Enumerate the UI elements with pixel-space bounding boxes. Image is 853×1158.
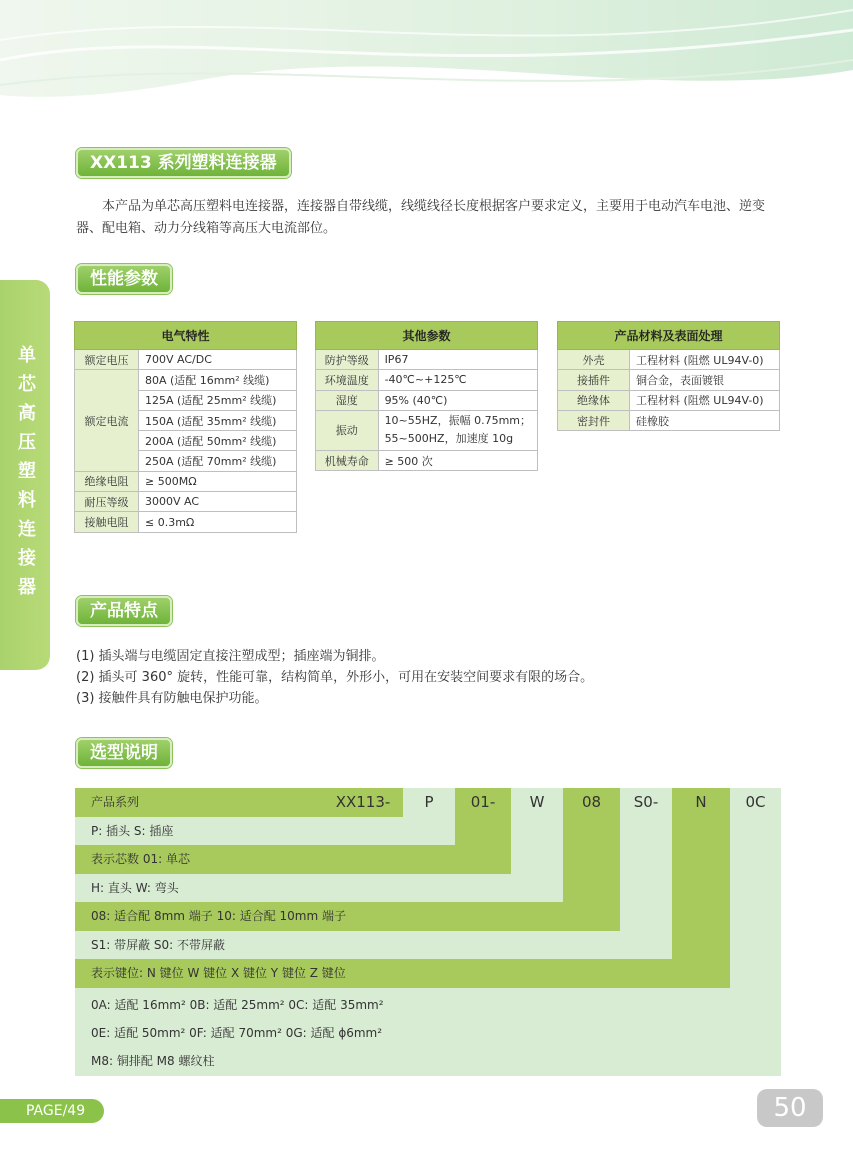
cell-value: 150A (适配 35mm² 线缆) bbox=[139, 410, 297, 430]
cell-value: IP67 bbox=[378, 350, 537, 370]
cell-value: ≥ 500MΩ bbox=[139, 471, 297, 491]
material-header: 产品材料及表面处理 bbox=[558, 322, 780, 350]
cell-label: 绝缘电阻 bbox=[75, 471, 139, 491]
cell-value: 硅橡胶 bbox=[630, 410, 780, 430]
cell-value: ≥ 500 次 bbox=[378, 450, 537, 470]
cell-value: 200A (适配 50mm² 线缆) bbox=[139, 431, 297, 451]
electrical-header: 电气特性 bbox=[75, 322, 297, 350]
cell-label: 额定电流 bbox=[75, 370, 139, 471]
cell-label: 接触电阻 bbox=[75, 512, 139, 532]
code-series: XX113- bbox=[335, 793, 391, 811]
cell-label: 耐压等级 bbox=[75, 492, 139, 512]
cell-label: 湿度 bbox=[316, 390, 379, 410]
cell-value: 250A (适配 70mm² 线缆) bbox=[139, 451, 297, 471]
other-header: 其他参数 bbox=[316, 322, 538, 350]
model-row: 0A: 适配 16mm² 0B: 适配 25mm² 0C: 适配 35mm² bbox=[91, 998, 384, 1012]
cell-value: 125A (适配 25mm² 线缆) bbox=[139, 390, 297, 410]
cell-value: 工程材料 (阻燃 UL94V-0) bbox=[630, 350, 780, 370]
code-w: W bbox=[529, 793, 545, 811]
model-row: 0E: 适配 50mm² 0F: 适配 70mm² 0G: 适配 ϕ6mm² bbox=[91, 1026, 383, 1040]
cell-label: 振动 bbox=[316, 410, 379, 450]
cell-label: 环境温度 bbox=[316, 370, 379, 390]
model-row: 表示键位: N 键位 W 键位 X 键位 Y 键位 Z 键位 bbox=[75, 959, 730, 988]
page-label-left: PAGE/49 bbox=[0, 1099, 104, 1123]
cell-label: 机械寿命 bbox=[316, 450, 379, 470]
cell-label: 绝缘体 bbox=[558, 390, 630, 410]
cell-value: ≤ 0.3mΩ bbox=[139, 512, 297, 532]
cell-label: 额定电压 bbox=[75, 350, 139, 370]
vibration-line-1: 10~55HZ，振幅 0.75mm； bbox=[384, 414, 531, 428]
model-row: 表示芯数 01: 单芯 bbox=[75, 845, 511, 874]
feature-item: (1) 插头端与电缆固定直接注塑成型；插座端为铜排。 bbox=[76, 649, 385, 664]
vibration-line-2: 55~500HZ，加速度 10g bbox=[384, 432, 514, 446]
cell-value: 铜合金，表面镀银 bbox=[630, 370, 780, 390]
model-row: 08: 适合配 8mm 端子 10: 适合配 10mm 端子 bbox=[75, 902, 620, 931]
code-08: 08 bbox=[581, 793, 602, 811]
product-title: XX113 系列塑料连接器 bbox=[76, 148, 291, 178]
cell-value: 3000V AC bbox=[139, 492, 297, 512]
cell-label: 接插件 bbox=[558, 370, 630, 390]
code-n: N bbox=[695, 793, 707, 811]
model-row: M8: 铜排配 M8 螺纹柱 bbox=[91, 1054, 215, 1068]
side-category-tab bbox=[0, 280, 50, 670]
section-selection: 选型说明 bbox=[76, 738, 172, 768]
model-row: P: 插头 S: 插座 bbox=[91, 823, 174, 838]
code-01: 01- bbox=[470, 793, 496, 811]
model-selection-diagram bbox=[75, 788, 781, 1076]
material-table bbox=[557, 321, 780, 431]
section-performance: 性能参数 bbox=[76, 264, 172, 294]
code-0c: 0C bbox=[745, 793, 766, 811]
code-p: P bbox=[424, 793, 434, 811]
intro-paragraph: 本产品为单芯高压塑料电连接器，连接器自带线缆，线缆线径长度根据客户要求定义，主要用于电动汽车电池、逆变器、配电箱、动力分线箱等高压大电流部位。 bbox=[76, 199, 766, 236]
code-band-N bbox=[672, 788, 730, 988]
side-tab-text: 单芯高压塑料连接器 bbox=[15, 344, 36, 606]
model-row: S1: 带屏蔽 S0: 不带屏蔽 bbox=[91, 937, 226, 952]
feature-item: (2) 插头可 360° 旋转，性能可靠，结构简单，外形小，可用在安装空间要求有限的场合。 bbox=[76, 670, 594, 685]
feature-item: (3) 接触件具有防触电保护功能。 bbox=[76, 691, 268, 706]
cell-value: 700V AC/DC bbox=[139, 350, 297, 370]
cell-value: -40℃~+125℃ bbox=[378, 370, 537, 390]
cell-value: 95% (40℃) bbox=[378, 390, 537, 410]
header-wave-decoration bbox=[0, 0, 853, 120]
cell-label: 密封件 bbox=[558, 410, 630, 430]
cell-value: 80A (适配 16mm² 线缆) bbox=[139, 370, 297, 390]
series-label: 产品系列 bbox=[91, 795, 140, 809]
page-number-right: 50 bbox=[757, 1089, 823, 1127]
code-s0: S0- bbox=[633, 793, 659, 811]
cell-label: 外壳 bbox=[558, 350, 630, 370]
model-row: H: 直头 W: 弯头 bbox=[91, 880, 179, 895]
features-list bbox=[76, 646, 593, 709]
electrical-table bbox=[74, 321, 297, 533]
section-features: 产品特点 bbox=[76, 596, 172, 626]
other-params-table bbox=[315, 321, 538, 471]
cell-value: 工程材料 (阻燃 UL94V-0) bbox=[630, 390, 780, 410]
cell-value bbox=[378, 410, 537, 450]
cell-label: 防护等级 bbox=[316, 350, 379, 370]
